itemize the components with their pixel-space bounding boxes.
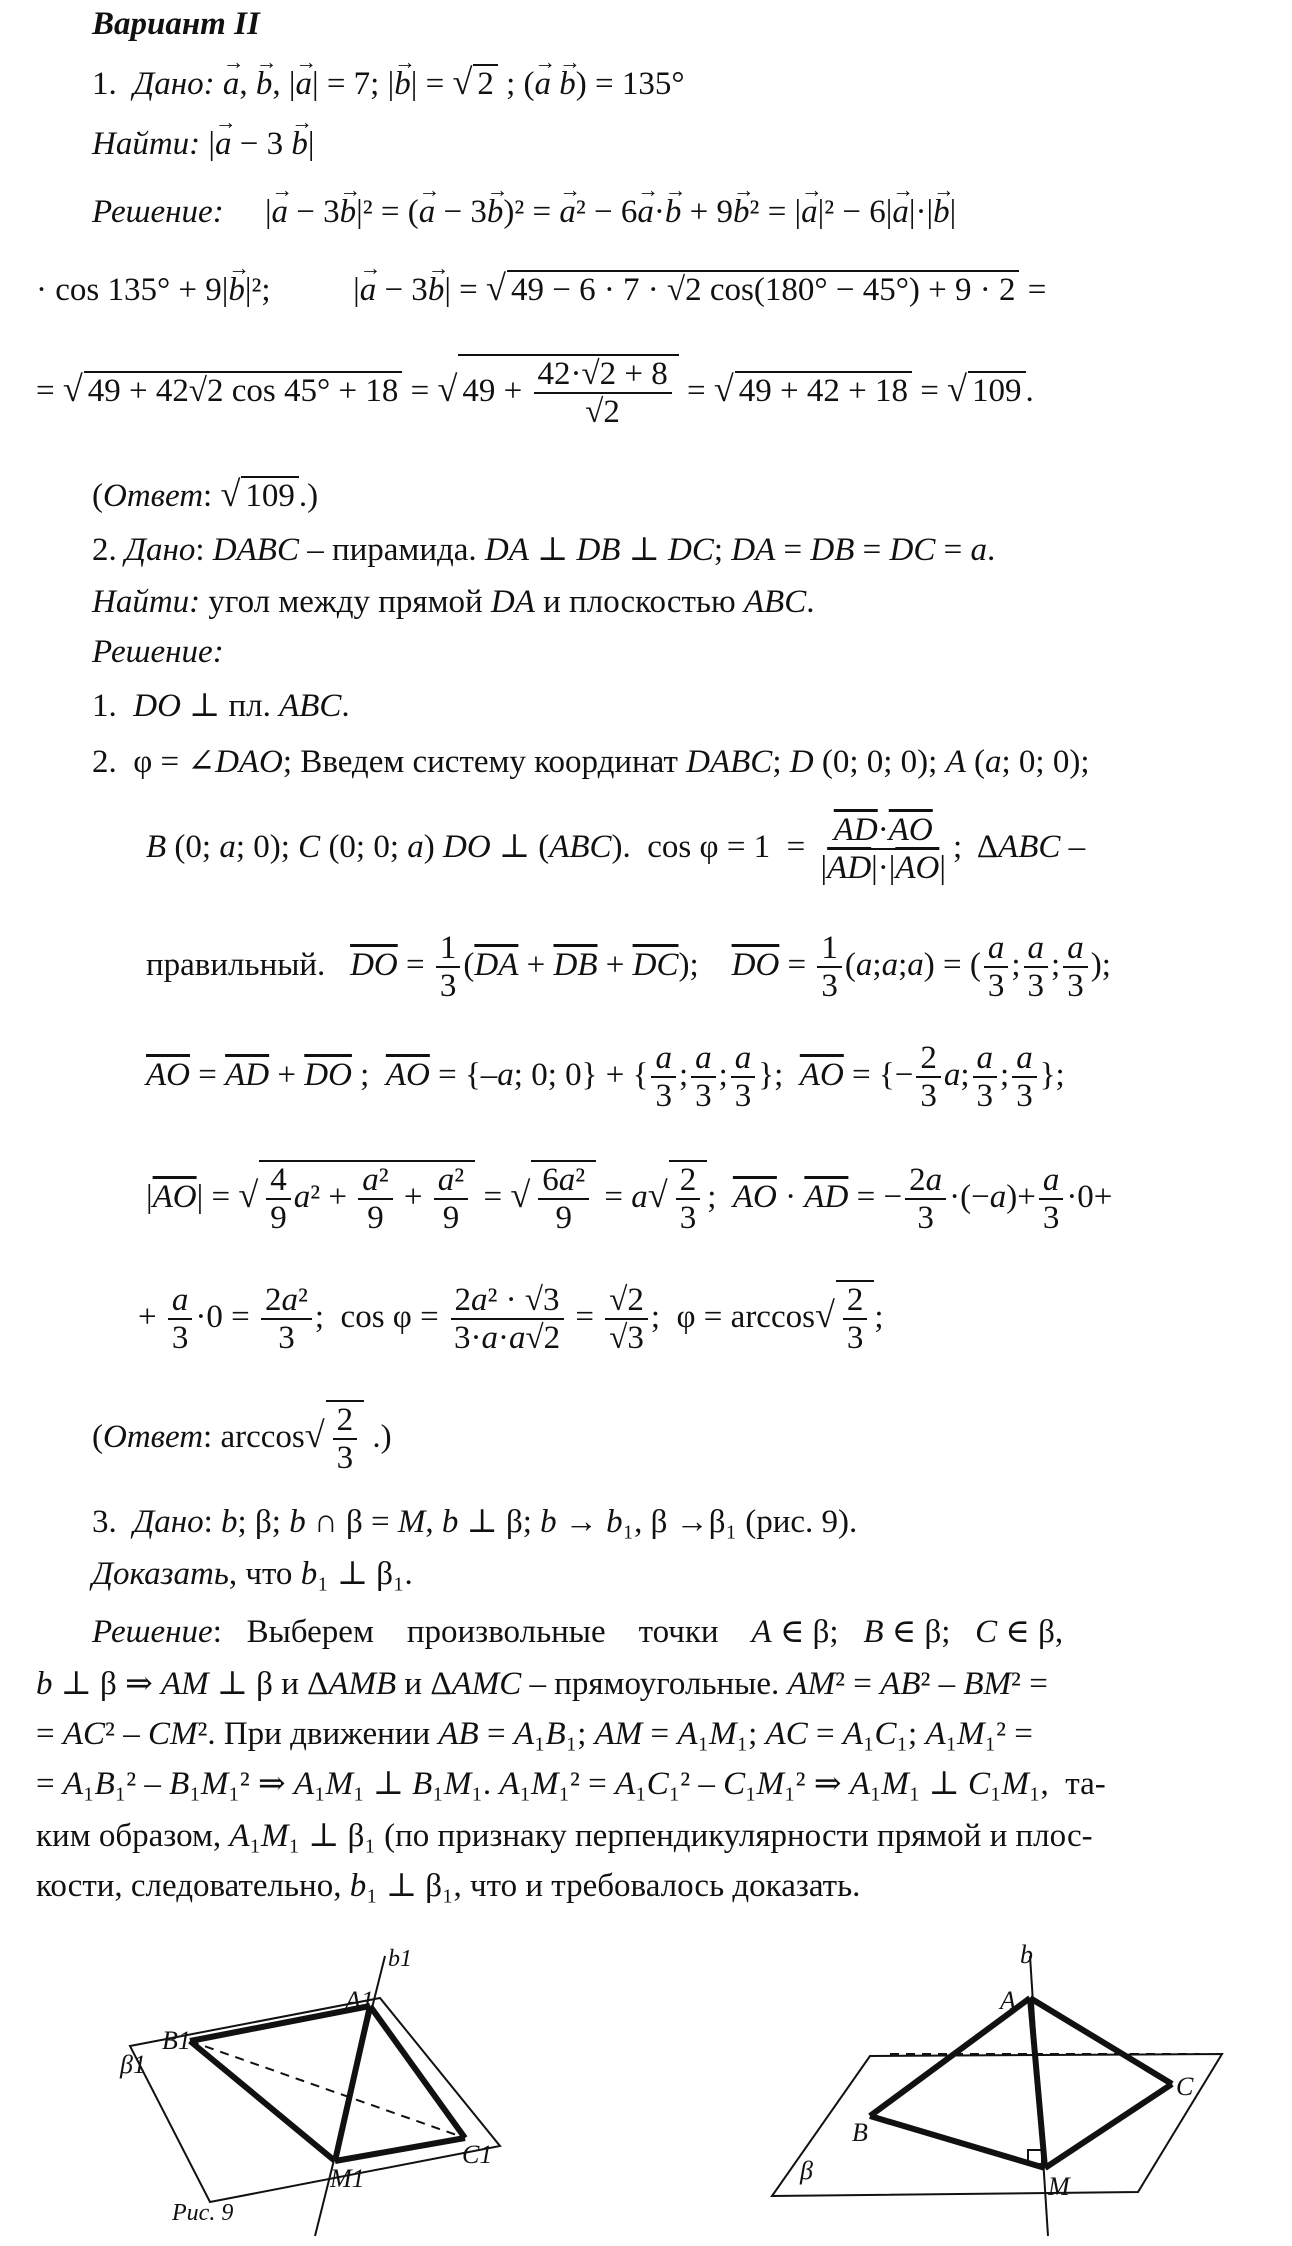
edge-MC [1045,2084,1172,2168]
fig-label-B: B [852,2118,868,2147]
task3-sol5: ким образом, A₁M₁ ⊥ β₁ (по признаку перпендикулярности прямой и плос- [36,1818,1093,1854]
task2-given: 2. Дано: DABC – пирамида. DA ⊥ DB ⊥ DC; DA = DB = DC = a. [92,532,996,568]
fig-label-M1: M1 [330,2164,365,2193]
edge-A1M1 [335,2006,370,2161]
task2-step2c: правильный. $\overline{DO}$ = $\frac{1}{3}$ $(\overline{DA} + \overline{DB} + \overline{DC})$; $\overline{DO}$ = $\frac{1}{3}$ (a;a;a) = ( $\frac{a}{3}$ ; $\frac{a}{3}$ ; $\frac{a}{3}$ ); [146,930,1111,1005]
fig-label-C1: C1 [462,2140,493,2169]
task1-find: Найти: |→ a − 3 → b| [92,126,315,164]
task1-given: 1. Дано: → a, → b, |→ a| = 7; |→ b| = √ 2 ; (→ a → b) = 135° [92,62,685,104]
edge-A1B1 [190,2006,370,2041]
fig-label-A: A [1000,1986,1016,2015]
fig-label-b1: b1 [388,1946,412,1972]
fig-label-b: b [1020,1940,1033,1969]
edge-B1M1 [190,2041,335,2161]
task3-sol2: b ⊥ β ⇒ AM ⊥ β и ΔAMB и ΔAMC – прямоугольные. AM² = AB² – BM² = [36,1666,1048,1702]
task3-sol1: Решение: Выберем произвольные точки A ∈ β; B ∈ β; C ∈ β, [92,1614,1064,1650]
task2-step2d: $\overline{AO} = \overline{AD} + \overline{DO}$ ; $\overline{AO} = \{-a$; 0; 0} + { $\frac{a}{3}$ ; $\frac{a}{3}$ ; $\frac{a}{3}$ }; $\overline{AO}$ = {− $\frac{2}{3}$ a; $\frac{a}{3}$ ; $\frac{a}{3}$ }; [146,1040,1065,1115]
task2-step2f: + $\frac{a}{3}$ ·0 = $\frac{\text{2a²}}{3}$ ; cos φ = $\frac{\text{2a² · √3}}{3\cdot a\cdot a√2}$ = $\frac{√2}{√3}$ ; φ = arccos√ $\frac{2}{3}$ ; [138,1282,884,1357]
edge-B1C1-dashed [190,2041,465,2138]
edge-AC [1030,1998,1172,2084]
figure-caption: Рис. 9 [172,2200,234,2226]
task2-step2e: $|\overline{AO}|$ = √ $\frac{4}{9}$ a² + $\frac{\text{a²}}{9}$ + $\frac{\text{a²}}{9}$ = √ $\frac{\text{6a²}}{9}$ = a√ $\frac{2}{3}$ ; $\overline{AO} \cdot \overline{AD}$ = − $\frac{2a}{3}$ ·(−a)+ $\frac{a}{3}$ ·0+ [146,1162,1113,1237]
fig-label-C: C [1176,2072,1194,2101]
edge-AM [1030,1998,1045,2168]
fig-label-beta1: β1 [120,2050,146,2079]
task2-step2b: B (0; a; 0); C (0; 0; a) DO ⊥ (ABC). cos φ = 1 = $\frac{\overline{AD}\cdot\overline{AO}}{|\overline{AD}|\cdot|\overline{AO}|}$ ; ΔABC – [146,812,1086,887]
task2-solution-label: Решение: [92,634,224,670]
fig-label-B1: B1 [162,2026,191,2055]
given-label: Дано: [133,66,215,102]
task2-answer: (Ответ: arccos√ $\frac{2}{3}$ .) [92,1402,392,1477]
task1-solution-line2: · cos 135° + 9|→ b|²; |→ a − 3→ b| = √ 49 − 6 · 7 · √2 cos(180° − 45°) + 9 · 2 = [36,268,1046,310]
task1-solution-line3: = √ 49 + 42√2 cos 45° + 18 = √ 49 + $\frac{42\cdot√2 + 8}{√2}$ = √ 49 + 42 + 18 = √ 109 . [36,356,1034,431]
edge-A1C1 [370,2006,465,2138]
fig-label-beta: β [800,2156,813,2185]
edge-BM [870,2116,1045,2168]
edge-M1C1 [335,2138,465,2161]
task1-answer: (Ответ: √ 109 .) [92,474,319,514]
fig-label-M: M [1048,2172,1070,2201]
solution-label: Решение: [92,194,224,230]
fig-label-A1: A1 [345,1986,374,2015]
task3-sol6: кости, следовательно, b₁ ⊥ β₁, что и требовалось доказать. [36,1868,861,1904]
task2-step1: 1. DO ⊥ пл. ABC. [92,688,350,724]
task3-sol3: = AC² – CM². При движении AB = A₁B₁; AM = A₁M₁; AC = A₁C₁; A₁M₁² = [36,1716,1033,1752]
task1-solution-line1: Решение: |→ a − 3→ b|² = (→ a − 3→ b)² = → a² − 6→ a·→ b + 9→ b² = |→ a|² − 6|→ a|·|→ b| [92,194,956,232]
task3-sol4: = A₁B₁² – B₁M₁² ⇒ A₁M₁ ⊥ B₁M₁. A₁M₁² = A₁C₁² – C₁M₁² ⇒ A₁M₁ ⊥ C₁M₁, та- [36,1766,1106,1802]
variant-title: Вариант II [92,6,260,42]
task2-find: Найти: угол между прямой DA и плоскостью ABC. [92,584,815,620]
find-label: Найти: [92,126,201,162]
task3-prove: Доказать, что b₁ ⊥ β₁. [92,1556,413,1592]
task2-step2a: 2. φ = ∠DAO; Введем систему координат DABC; D (0; 0; 0); A (a; 0; 0); [92,744,1090,780]
task3-given: 3. Дано: b; β; b ∩ β = M, b ⊥ β; b → b₁, β →β₁ (рис. 9). [92,1504,858,1540]
